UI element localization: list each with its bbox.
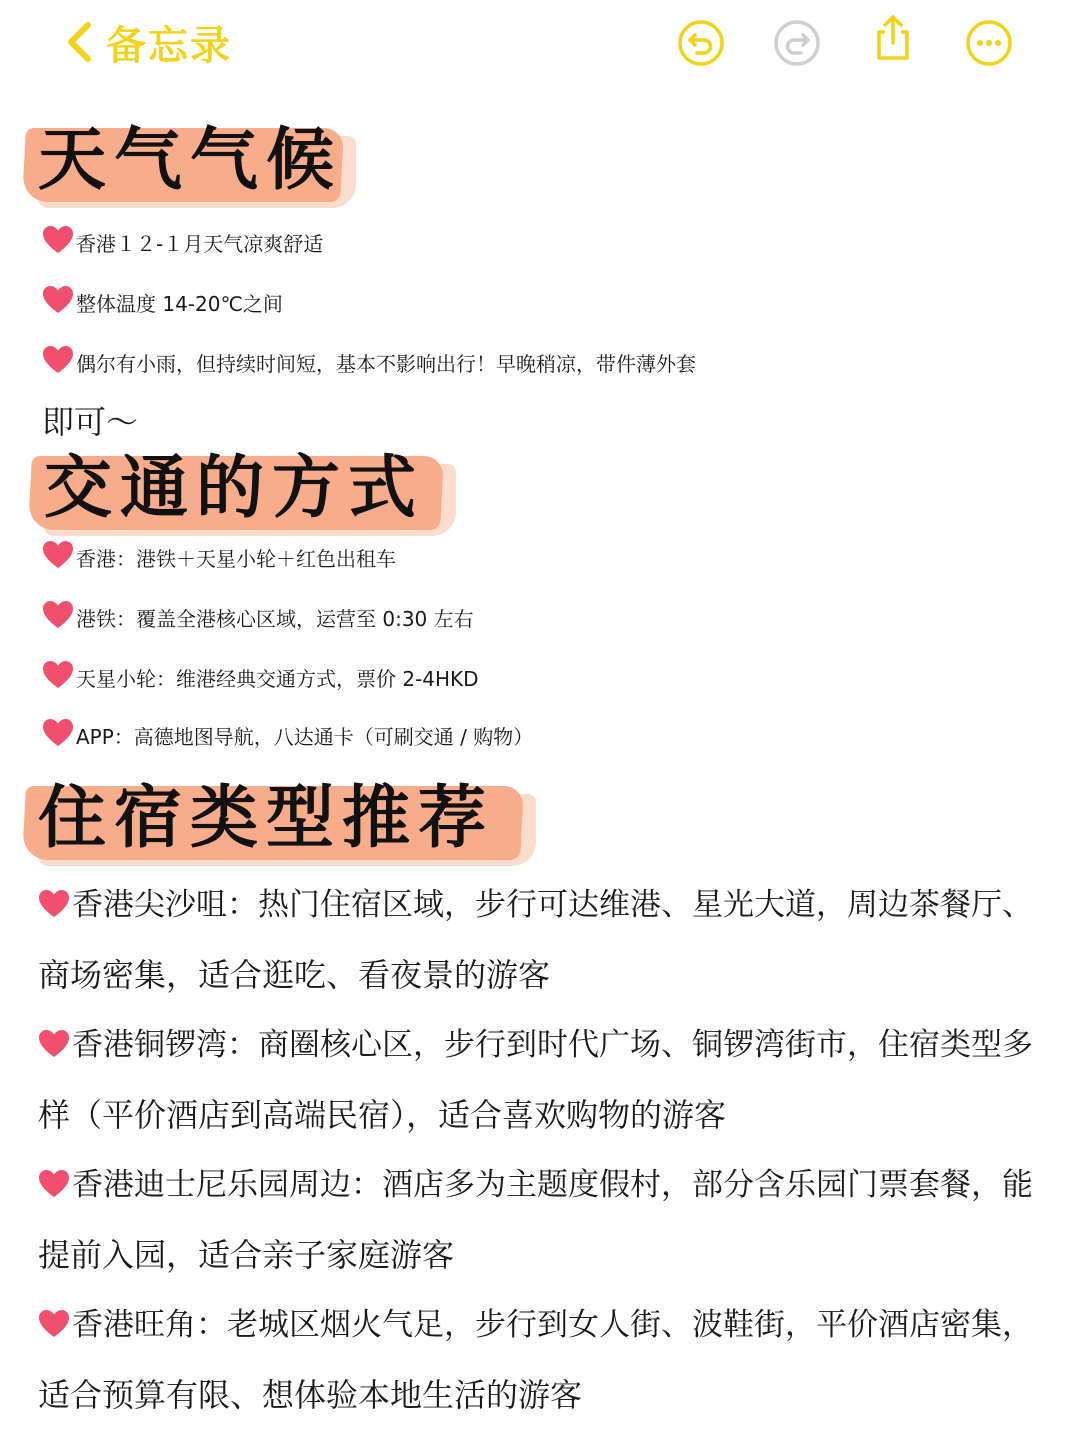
undo-button[interactable] bbox=[676, 18, 726, 68]
redo-icon bbox=[772, 18, 822, 68]
heart-icon bbox=[42, 344, 74, 376]
list-item-continuation: 提前入园，适合亲子家庭游客 bbox=[38, 1236, 455, 1274]
heart-icon bbox=[42, 284, 74, 316]
list-item bbox=[42, 589, 1052, 649]
heart-icon bbox=[38, 1308, 70, 1340]
list-item bbox=[38, 1010, 1048, 1080]
list-item-text: 香港尖沙咀：热门住宿区域，步行可达维港、星光大道，周边茶餐厅、 bbox=[72, 887, 1033, 923]
list-item-text: APP：高德地图导航，八达通卡（可刷交通 / 购物） bbox=[76, 725, 534, 749]
share-icon bbox=[868, 12, 918, 62]
redo-button[interactable] bbox=[772, 18, 822, 68]
list-item-text: 整体温度 14-20℃之间 bbox=[76, 292, 283, 316]
more-icon bbox=[964, 18, 1014, 68]
heart-icon bbox=[42, 659, 74, 691]
back-button[interactable] bbox=[62, 14, 232, 70]
list-item bbox=[38, 1150, 1048, 1220]
heart-icon bbox=[38, 1168, 70, 1200]
section-heading-transport bbox=[30, 438, 442, 534]
more-button[interactable] bbox=[964, 18, 1014, 68]
section-heading-weather bbox=[24, 110, 342, 206]
share-button[interactable] bbox=[868, 12, 918, 62]
section-title: 交通的方式 bbox=[44, 449, 425, 528]
list-item-continuation: 样（平价酒店到高端民宿），适合喜欢购物的游客 bbox=[38, 1096, 727, 1134]
list-item-text: 香港：港铁＋天星小轮＋红色出租车 bbox=[76, 547, 396, 571]
list-item bbox=[42, 274, 1052, 334]
list-item-continuation: 即可～ bbox=[42, 403, 139, 441]
list-item bbox=[38, 1290, 1048, 1360]
list-item bbox=[42, 707, 1052, 767]
list-item-text: 天星小轮：维港经典交通方式，票价 2-4HKD bbox=[76, 667, 479, 691]
list-item bbox=[38, 870, 1048, 940]
list-item-text: 偶尔有小雨，但持续时间短，基本不影响出行！早晚稍凉，带件薄外套 bbox=[76, 352, 696, 376]
back-label: 备忘录 bbox=[106, 22, 232, 69]
top-nav-bar bbox=[0, 0, 1080, 90]
list-item bbox=[42, 214, 1052, 274]
list-item-text: 香港迪士尼乐园周边：酒店多为主题度假村，部分含乐园门票套餐，能 bbox=[72, 1167, 1033, 1203]
heart-icon bbox=[42, 599, 74, 631]
list-item bbox=[42, 334, 1052, 394]
heart-icon bbox=[38, 1028, 70, 1060]
heart-icon bbox=[42, 717, 74, 749]
list-item-text: 香港１２-１月天气凉爽舒适 bbox=[76, 232, 324, 256]
heart-icon bbox=[42, 224, 74, 256]
list-item-text: 香港旺角：老城区烟火气足，步行到女人街、波鞋街，平价酒店密集， bbox=[72, 1307, 1033, 1343]
list-item bbox=[42, 529, 1052, 589]
list-item-continuation: 商场密集，适合逛吃、看夜景的游客 bbox=[38, 956, 551, 994]
list-item-continuation: 适合预算有限、想体验本地生活的游客 bbox=[38, 1376, 583, 1414]
list-item-text: 香港铜锣湾：商圈核心区，步行到时代广场、铜锣湾街市，住宿类型多 bbox=[72, 1027, 1033, 1063]
heart-icon bbox=[42, 539, 74, 571]
list-item-text: 港铁：覆盖全港核心区域，运营至 0:30 左右 bbox=[76, 607, 474, 631]
section-heading-lodging bbox=[24, 768, 522, 864]
chevron-left-icon bbox=[62, 20, 96, 64]
list-item bbox=[42, 649, 1052, 709]
heart-icon bbox=[38, 888, 70, 920]
undo-icon bbox=[676, 18, 726, 68]
section-title: 住宿类型推荐 bbox=[38, 779, 495, 858]
section-title: 天气气候 bbox=[38, 121, 343, 200]
